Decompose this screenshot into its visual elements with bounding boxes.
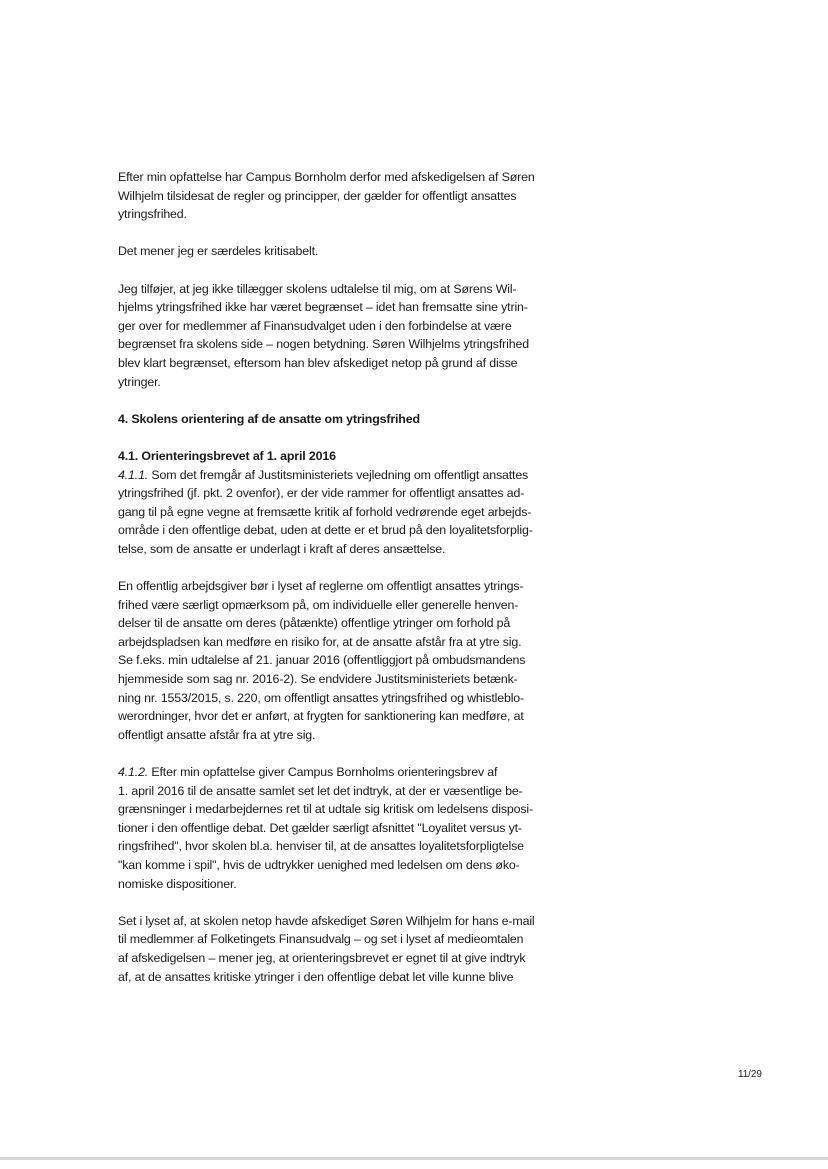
paragraph-number: 4.1.1. bbox=[118, 467, 149, 482]
text-line: begrænset fra skolens side – nogen betydning. Søren Wilhjelms ytringsfrihed bbox=[118, 337, 529, 352]
text-line: 1. april 2016 til de ansatte samlet set let det indtryk, at der er væsentlige be- bbox=[118, 783, 523, 798]
text-line: tioner i den offentlige debat. Det gælder særligt afsnittet "Loyalitet versus yt- bbox=[118, 820, 522, 835]
text-line: arbejdspladsen kan medføre en risiko for, at de ansatte afstår fra at ytre sig. bbox=[118, 634, 522, 649]
page-number: 11/29 bbox=[738, 1069, 762, 1080]
text-line: af afskedigelsen – mener jeg, at orienteringsbrevet er egnet til at give indtryk bbox=[118, 950, 526, 965]
text-segment: Efter min opfattelse giver Campus Bornholms orienteringsbrev af bbox=[148, 765, 498, 779]
text-line: Se f.eks. min udtalelse af 21. januar 2016 (offentliggjort på ombudsmandens bbox=[118, 653, 526, 668]
text-line bbox=[118, 763, 590, 782]
text-line: ytringer. bbox=[118, 374, 161, 389]
paragraph-2 bbox=[118, 242, 590, 261]
document-body bbox=[118, 168, 590, 1005]
text-line: område i den offentlige debat, uden at dette er et brud på den loyalitetsforplig- bbox=[118, 523, 533, 538]
text-line: til medlemmer af Folketingets Finansudvalg – og set i lyset af medieomtalen bbox=[118, 932, 524, 947]
text-line: af, at de ansattes kritiske ytringer i den offentlige debat let ville kunne blive bbox=[118, 969, 514, 984]
text-line: ringsfrihed", hvor skolen bl.a. henviser til, at de ansattes loyalitetsforpligtelse bbox=[118, 839, 524, 854]
text-line: ning nr. 1553/2015, s. 220, om offentligt ansattes ytringsfrihed og whistleblo- bbox=[118, 690, 525, 705]
bottom-divider bbox=[0, 1157, 828, 1160]
text-line: "kan komme i spil", hvis de udtrykker uenighed med ledelsen om dens øko- bbox=[118, 857, 520, 872]
text-line: offentligt ansatte afstår fra at ytre sig. bbox=[118, 727, 316, 742]
text-line: En offentlig arbejdsgiver bør i lyset af reglerne om offentligt ansattes ytrings- bbox=[118, 579, 524, 594]
text-line: delser til de ansatte om deres (påtænkte) offentlige ytringer om forhold på bbox=[118, 616, 511, 631]
text-line: blev klart begrænset, eftersom han blev afskediget netop på grund af disse bbox=[118, 355, 518, 370]
paragraph-7 bbox=[118, 912, 590, 986]
subsection-heading: 4.1. Orienteringsbrevet af 1. april 2016 bbox=[118, 448, 336, 463]
text-line: ytringsfrihed. bbox=[118, 207, 187, 222]
text-line: werordninger, hvor det er anført, at frygten for sanktionering kan medføre, at bbox=[118, 709, 524, 724]
paragraph-6 bbox=[118, 763, 590, 893]
paragraph-3 bbox=[118, 280, 590, 392]
text-line: hjemmeside som sag nr. 2016-2). Se endvidere Justitsministeriets betænk- bbox=[118, 672, 518, 687]
text-line: nomiske dispositioner. bbox=[118, 876, 237, 891]
text-line: Set i lyset af, at skolen netop havde afskediget Søren Wilhjelm for hans e-mail bbox=[118, 913, 535, 928]
paragraph-5 bbox=[118, 577, 590, 744]
text-line: gang til på egne vegne at fremsætte kritik af forhold vedrørende eget arbejds- bbox=[118, 504, 532, 519]
text-line: telse, som de ansatte er underlagt i kraft af deres ansættelse. bbox=[118, 541, 446, 556]
text-line: ger over for medlemmer af Finansudvalget uden i den forbindelse at være bbox=[118, 318, 512, 333]
text-line: frihed være særligt opmærksom på, om individuelle eller generelle henven- bbox=[118, 597, 519, 612]
text-line: grænsninger i medarbejdernes ret til at udtale sig kritisk om ledelsens disposi- bbox=[118, 802, 533, 817]
paragraph-number: 4.1.2. bbox=[118, 765, 149, 779]
text-line bbox=[118, 466, 590, 485]
text-line: Jeg tilføjer, at jeg ikke tillægger skolens udtalelse til mig, om at Sørens Wil- bbox=[118, 281, 517, 296]
text-line: ytringsfrihed (jf. pkt. 2 ovenfor), er der vide rammer for offentligt ansattes ad- bbox=[118, 486, 525, 501]
text-segment: Som det fremgår af Justitsministeriets vejledning om offentligt ansattes bbox=[148, 467, 529, 482]
text-line: Det mener jeg er særdeles kritisabelt. bbox=[118, 244, 319, 259]
text-line: Wilhjelm tilsidesat de regler og principper, der gælder for offentligt ansattes bbox=[118, 188, 517, 203]
section-heading: 4. Skolens orientering af de ansatte om ytringsfrihed bbox=[118, 411, 420, 426]
text-line: Efter min opfattelse har Campus Bornholm derfor med afskedigelsen af Søren bbox=[118, 170, 535, 184]
text-line: hjelms ytringsfrihed ikke har været begrænset – idet han fremsatte sine ytrin- bbox=[118, 300, 528, 315]
paragraph-1 bbox=[118, 168, 590, 224]
paragraph-4 bbox=[118, 447, 590, 559]
